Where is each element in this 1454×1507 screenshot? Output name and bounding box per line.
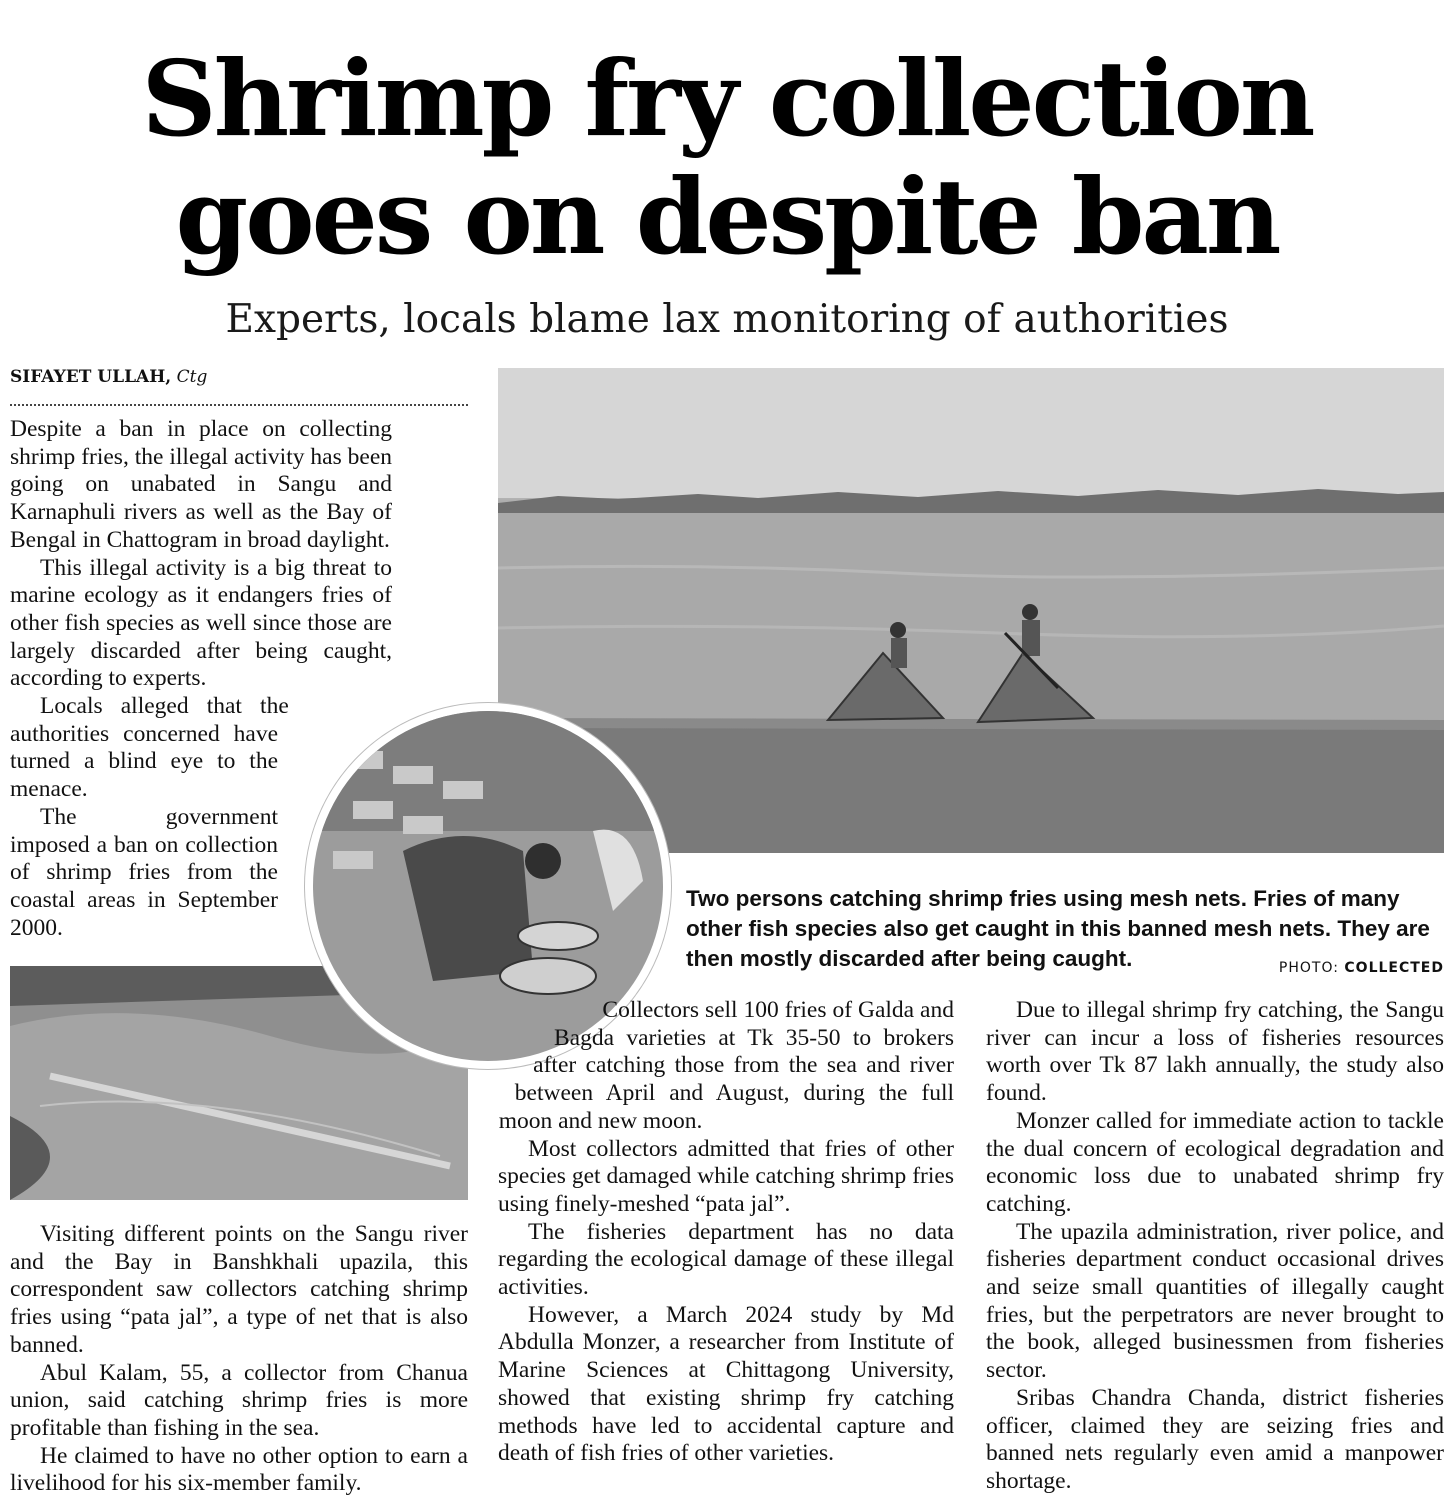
article-paragraph: Abul Kalam, 55, a collector from Chanua union, said catching shrimp fries is more profitable than fishing in the sea.: [10, 1359, 468, 1441]
byline-author: SIFAYET ULLAH,: [10, 367, 172, 387]
river-scene-illustration: [498, 368, 1444, 853]
article-paragraph: The fisheries department has no data regarding the ecological damage of these illegal activities.: [498, 1218, 954, 1301]
article-paragraph: The upazila administration, river police, and fisheries department conduct occasional drives and seize small quantities of illegally caught fries, but the perpetrators are never brought to the book, alleged businessmen from fisheries sector.: [986, 1218, 1444, 1384]
article-paragraph: However, a March 2024 study by Md Abdulla Monzer, a researcher from Institute of Marine Sciences at Chittagong University, showed that existing shrimp fry catching methods have led to accidental capture and death of fish fries of other varieties.: [498, 1301, 954, 1467]
article-paragraph: Despite a ban in place on collecting shrimp fries, the illegal activity has been going on unabated in Sangu and Karnaphuli rivers as well as the Bay of Bengal in Chattogram in broad daylight.: [10, 416, 392, 553]
article-paragraph: Sribas Chandra Chanda, district fisheries officer, claimed they are seizing fries and banned nets regularly even amid a manpower shortage.: [986, 1384, 1444, 1494]
article-paragraph: The government imposed a ban on collection of shrimp fries from the coastal areas in September 2000.: [10, 803, 278, 941]
headline: [0, 37, 1454, 278]
byline: [10, 364, 468, 406]
article-column-1-bottom: [10, 1221, 468, 1501]
subheadline: Experts, locals blame lax monitoring of authorities: [225, 297, 1229, 342]
article-column-3: [986, 997, 1444, 1497]
article-paragraph: Most collectors admitted that fries of other species get damaged while catching shrimp fries using finely-meshed “pata jal”.: [498, 1135, 954, 1217]
byline-location: Ctg: [176, 367, 208, 387]
article-paragraph: Visiting different points on the Sangu river and the Bay in Banshkhali upazila, this correspondent saw collectors catching shrimp fries using “pata jal”, a type of net that is also banned.: [10, 1221, 468, 1358]
article-paragraph: Due to illegal shrimp fry catching, the Sangu river can incur a loss of fisheries resources worth over Tk 87 lakh annually, the study also found.: [986, 997, 1444, 1107]
main-photo: [498, 368, 1444, 853]
article-column-2: [498, 997, 954, 1497]
headline-line-2: goes on despite ban: [175, 155, 1279, 278]
photo-credit-source: COLLECTED: [1344, 960, 1444, 976]
headline-line-1: Shrimp fry collection: [141, 37, 1313, 160]
article-paragraph: Monzer called for immediate action to tackle the dual concern of ecological degradation and economic loss due to unabated shrimp fry catching.: [986, 1107, 1444, 1217]
photo-caption: Two persons catching shrimp fries using mesh nets. Fries of many other fish species also get caught in this banned mesh nets. They are then mostly discarded after being caught.: [686, 886, 1430, 971]
article-paragraph: Collectors sell 100 fries of Galda and Bagda varieties at Tk 35-50 to brokers after catching those from the sea and river between April and August, during the full moon and new moon.: [498, 997, 954, 1134]
article-paragraph: Locals alleged that the authorities concerned have turned a blind eye to the menace.: [10, 693, 289, 803]
article-paragraph: He claimed to have no other option to earn a livelihood for his six-member family.: [10, 1442, 468, 1497]
photo-credit: [1240, 960, 1444, 976]
article-paragraph: This illegal activity is a big threat to marine ecology as it endangers fries of other fish species as well since those are largely discarded after being caught, according to experts.: [10, 554, 392, 692]
photo-credit-label: PHOTO:: [1278, 960, 1339, 976]
